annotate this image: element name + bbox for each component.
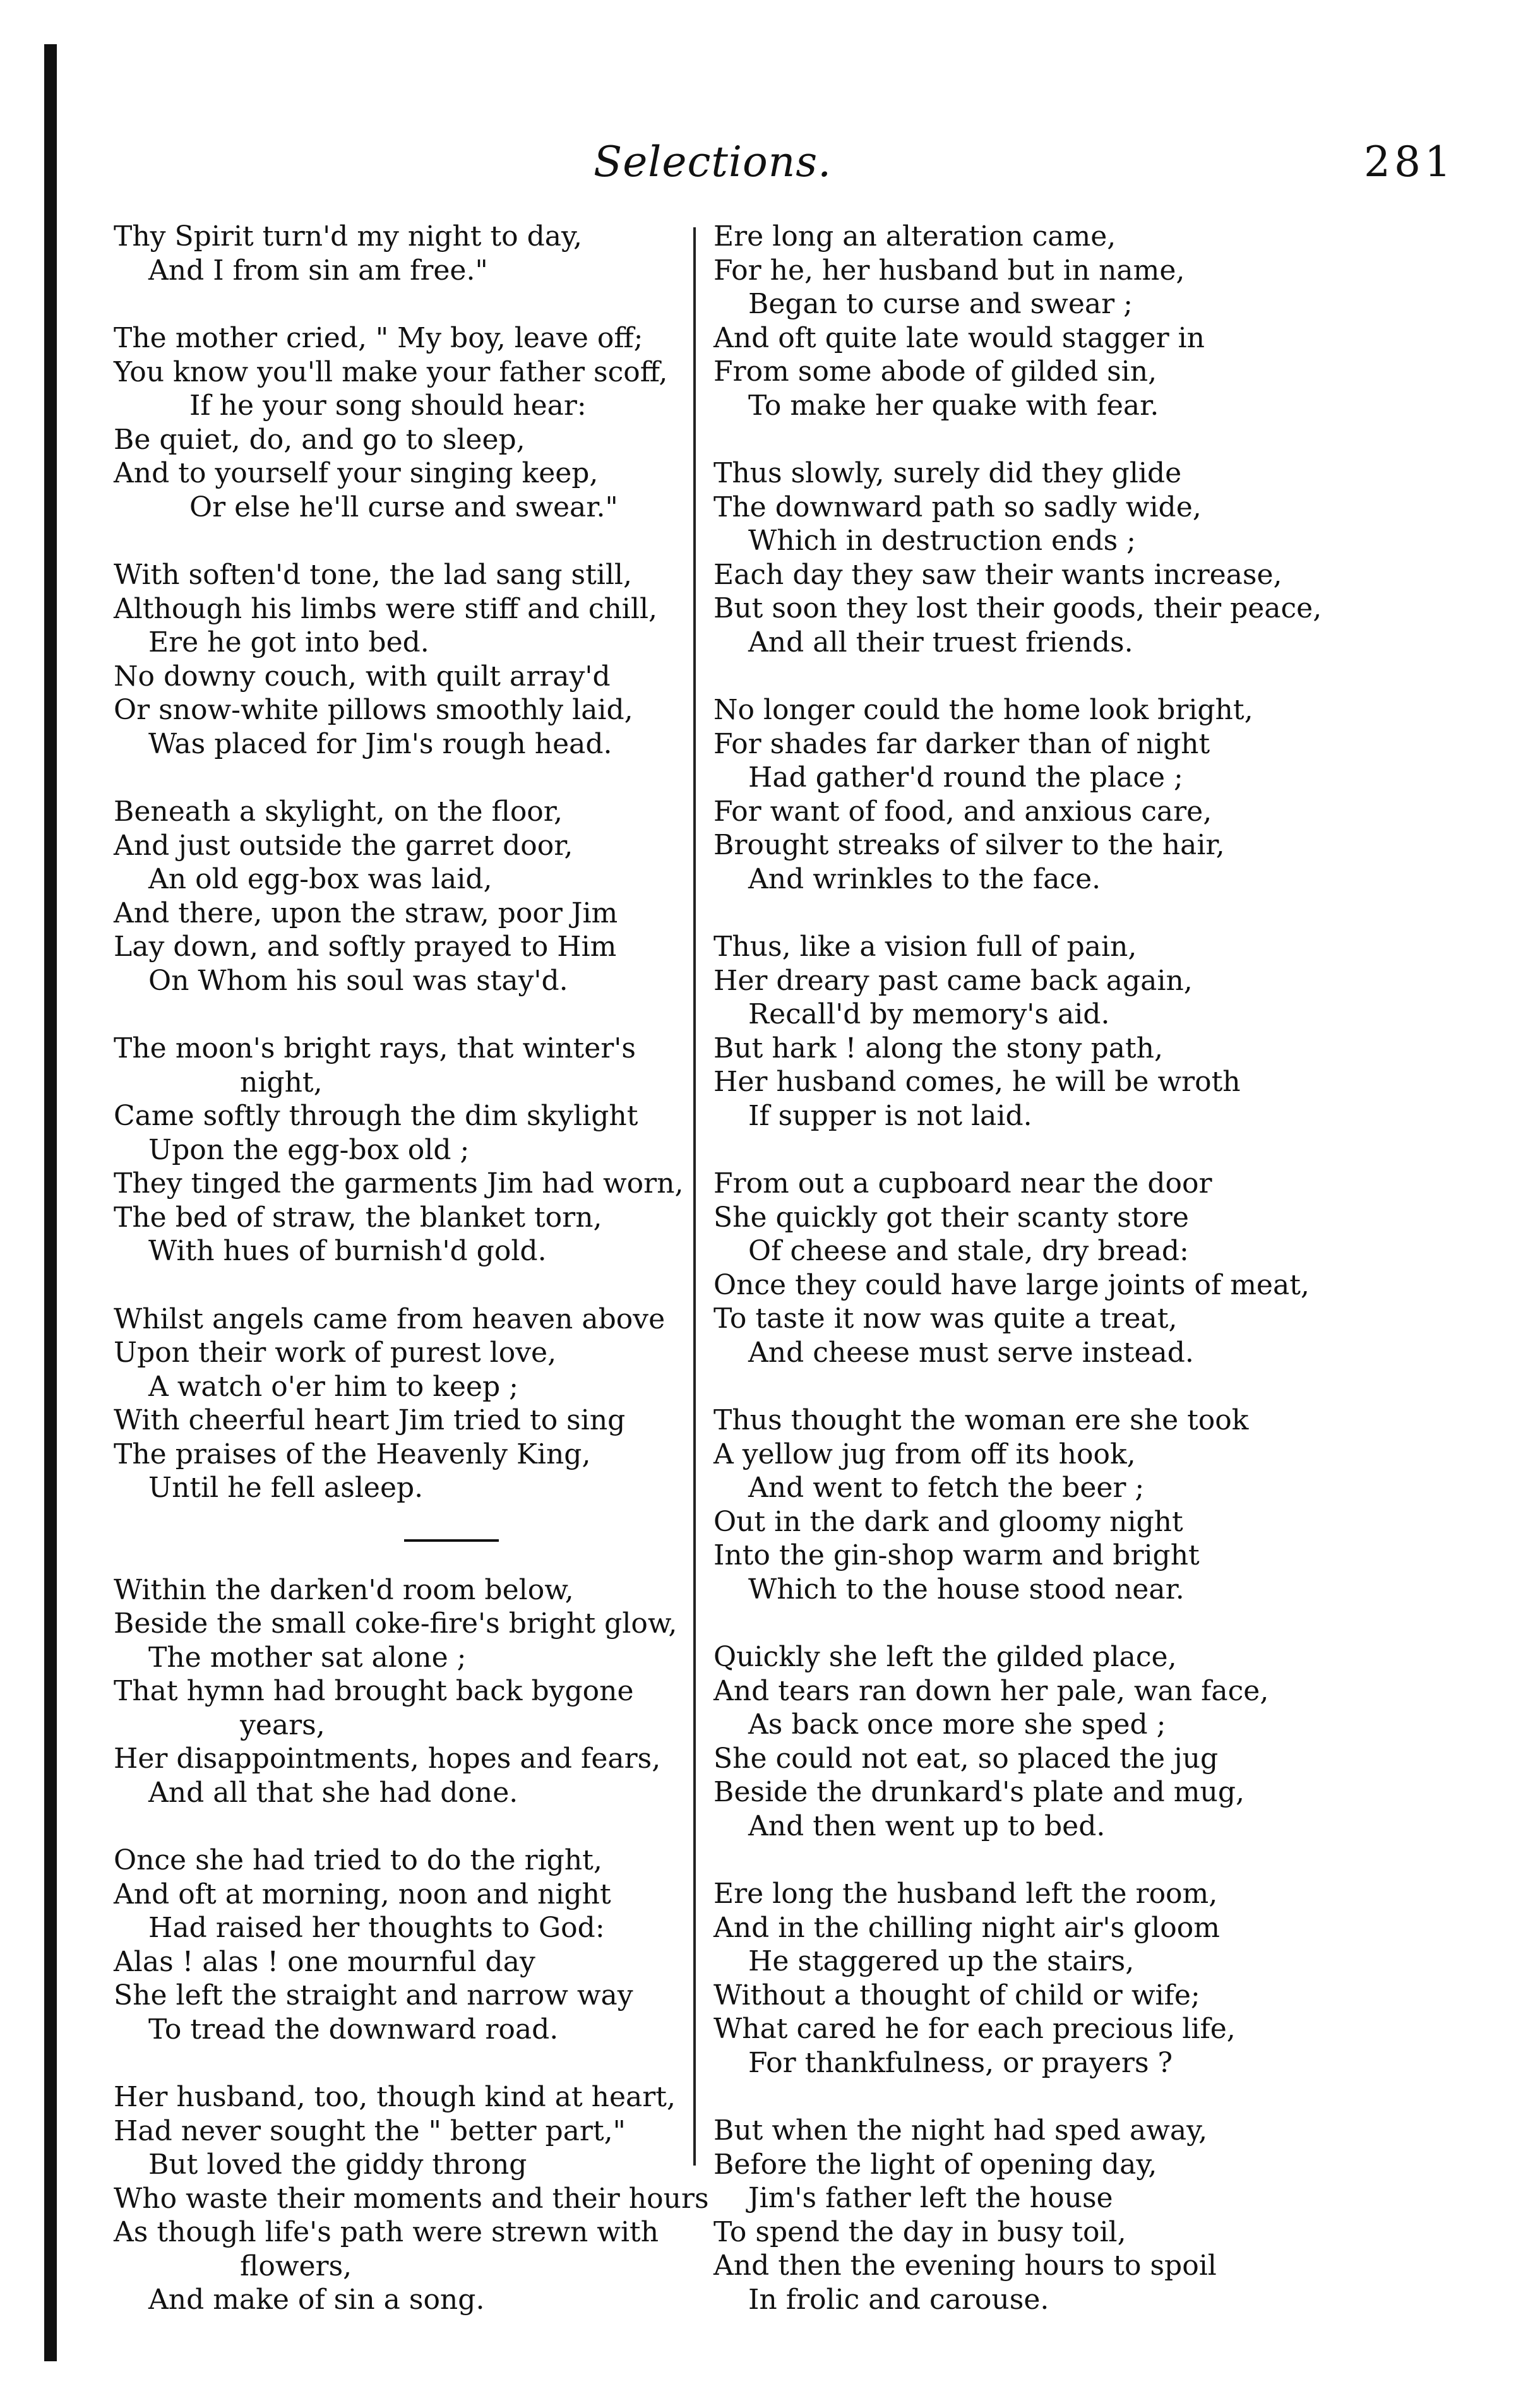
stanza xyxy=(713,1640,1294,1843)
poem-line: Who waste their moments and their hours xyxy=(114,2182,709,2215)
poem-line: That hymn had brought back bygone xyxy=(114,1675,634,1707)
poem-line: The downward path so sadly wide, xyxy=(713,491,1202,523)
poem-line: And to yourself your singing keep, xyxy=(114,457,599,489)
poem-line: For thankfulness, or prayers ? xyxy=(748,2046,1173,2079)
stanza xyxy=(114,1573,707,1810)
right-column xyxy=(713,220,1322,2351)
poem-line: For he, her husband but in name, xyxy=(713,254,1185,287)
poem-line: And all that she had done. xyxy=(148,1776,518,1809)
poem-line: Beside the small coke-fire's bright glow, xyxy=(114,1607,677,1640)
poem-line: In frolic and carouse. xyxy=(748,2283,1049,2316)
poem-line: Ere long an alteration came, xyxy=(713,220,1116,253)
poem-line: Or snow-white pillows smoothly laid, xyxy=(114,694,633,726)
stanza xyxy=(713,693,1294,896)
poem-line: Each day they saw their wants increase, xyxy=(713,558,1282,591)
poem-line: With cheerful heart Jim tried to sing xyxy=(114,1404,626,1436)
poem-line: To spend the day in busy toil, xyxy=(713,2215,1126,2248)
poem-line: Until he fell asleep. xyxy=(148,1472,424,1504)
poem-line: And cheese must serve instead. xyxy=(748,1336,1194,1369)
poem-line: Within the darken'd room below, xyxy=(114,1573,574,1606)
poem-line: And make of sin a song. xyxy=(148,2284,485,2316)
poem-line: A watch o'er him to keep ; xyxy=(148,1370,518,1403)
poem-line: He staggered up the stairs, xyxy=(748,1945,1135,1977)
stanza xyxy=(114,1302,707,1505)
poem-line: Her husband, too, though kind at heart, xyxy=(114,2081,676,2113)
poem-line: Had raised her thoughts to God: xyxy=(148,1912,605,1944)
poem-line: Which to the house stood near. xyxy=(748,1573,1185,1606)
poem-line: She could not eat, so placed the jug xyxy=(713,1742,1219,1775)
running-title: Selections. xyxy=(594,138,832,186)
poem-line: And all their truest friends. xyxy=(748,626,1133,659)
poem-line: Her dreary past came back again, xyxy=(713,964,1193,997)
poem-line: Thy Spirit turn'd my night to day, xyxy=(114,220,583,253)
poem-line: Beneath a skylight, on the floor, xyxy=(114,796,563,828)
poem-line: Of cheese and stale, dry bread: xyxy=(748,1235,1189,1267)
poem-line: If he your song should hear: xyxy=(189,390,587,422)
poem-line: And in the chilling night air's gloom xyxy=(713,1911,1220,1944)
poem-line: Jim's father left the house xyxy=(748,2182,1113,2214)
poem-line: Upon their work of purest love, xyxy=(114,1337,557,1369)
poem-line: Thus, like a vision full of pain, xyxy=(713,931,1137,963)
poem-line: And wrinkles to the face. xyxy=(748,862,1101,895)
poem-line: Be quiet, do, and go to sleep, xyxy=(114,423,525,456)
stanza xyxy=(713,1404,1294,1606)
poem-line: And then the evening hours to spoil xyxy=(713,2250,1217,2282)
poem-line: The mother cried, " My boy, leave off; xyxy=(114,322,643,354)
poem-line: Thus slowly, surely did they glide xyxy=(713,457,1182,489)
poem-line: But soon they lost their goods, their peace, xyxy=(713,592,1322,624)
poem-line: Came softly through the dim skylight xyxy=(114,1100,638,1132)
poem-line: And oft at morning, noon and night xyxy=(114,1878,611,1910)
poem-line: Before the light of opening day, xyxy=(713,2148,1157,2181)
poem-line: Had gather'd round the place ; xyxy=(748,761,1183,794)
poem-line: Her disappointments, hopes and fears, xyxy=(114,1743,661,1775)
poem-line: And then went up to bed. xyxy=(748,1809,1106,1842)
poem-line: To make her quake with fear. xyxy=(748,389,1159,422)
poem-line: A yellow jug from off its hook, xyxy=(713,1438,1136,1470)
poem-line: Alas ! alas ! one mournful day xyxy=(114,1945,535,1978)
stanza xyxy=(114,321,707,524)
poem-line: Out in the dark and gloomy night xyxy=(713,1505,1183,1538)
stanza xyxy=(114,1844,707,2046)
poem-line: And went to fetch the beer ; xyxy=(748,1472,1145,1504)
stanza xyxy=(114,558,707,761)
poem-line: Ere long the husband left the room, xyxy=(713,1878,1218,1910)
poem-line: Or else he'll curse and swear." xyxy=(189,491,618,523)
poem-line: She left the straight and narrow way xyxy=(114,1979,633,2012)
stanza xyxy=(713,220,1294,422)
poem-line: The bed of straw, the blanket torn, xyxy=(114,1201,602,1234)
left-column xyxy=(114,220,707,2351)
poem-line: No downy couch, with quilt array'd xyxy=(114,660,611,693)
poem-line: But loved the giddy throng xyxy=(148,2149,527,2181)
section-divider-rule xyxy=(404,1539,499,1542)
poem-line: Was placed for Jim's rough head. xyxy=(148,727,612,760)
stanza xyxy=(713,930,1294,1133)
poem-line: Whilst angels came from heaven above xyxy=(114,1302,666,1335)
poem-line: The mother sat alone ; xyxy=(148,1641,467,1674)
poem-line: Without a thought of child or wife; xyxy=(713,1979,1200,2012)
poem-line: flowers, xyxy=(240,2250,352,2282)
poem-line: With soften'd tone, the lad sang still, xyxy=(114,559,632,591)
poem-line: What cared he for each precious life, xyxy=(713,2013,1236,2045)
stanza xyxy=(114,220,707,287)
poem-line: Beside the drunkard's plate and mug, xyxy=(713,1776,1245,1808)
poem-line: You know you'll make your father scoff, xyxy=(114,355,668,388)
poem-line: They tinged the garments Jim had worn, xyxy=(114,1167,684,1200)
poem-line: Quickly she left the gilded place, xyxy=(713,1641,1177,1673)
poem-line: As back once more she sped ; xyxy=(748,1708,1166,1741)
poem-line: For shades far darker than of night xyxy=(713,727,1210,760)
poem-line: Once they could have large joints of meat, xyxy=(713,1268,1310,1301)
poem-line: For want of food, and anxious care, xyxy=(713,795,1212,828)
stanza xyxy=(114,1032,707,1268)
poem-line: Brought streaks of silver to the hair, xyxy=(713,829,1225,861)
poem-line: years, xyxy=(240,1708,325,1741)
poem-line: Recall'd by memory's aid. xyxy=(748,998,1110,1030)
page-number: 281 xyxy=(1364,138,1455,186)
poem-line: From out a cupboard near the door xyxy=(713,1167,1212,1200)
poem-line: And there, upon the straw, poor Jim xyxy=(114,897,618,929)
poem-line: But hark ! along the stony path, xyxy=(713,1032,1163,1064)
poem-line: She quickly got their scanty store xyxy=(713,1201,1189,1234)
poem-line: No longer could the home look bright, xyxy=(713,694,1253,726)
stanza xyxy=(114,2080,707,2317)
poem-line: Ere he got into bed. xyxy=(148,626,429,659)
poem-line: Had never sought the " better part," xyxy=(114,2114,626,2147)
stanza xyxy=(713,2114,1294,2316)
stanza xyxy=(713,1877,1294,2080)
poem-line: If supper is not laid. xyxy=(748,1099,1032,1132)
poem-line: From some abode of gilded sin, xyxy=(713,355,1157,388)
poem-line: And oft quite late would stagger in xyxy=(713,321,1205,354)
poem-line: But when the night had sped away, xyxy=(713,2114,1208,2147)
stanza xyxy=(713,1167,1310,1369)
stanza xyxy=(713,456,1322,659)
poem-line: Although his limbs were stiff and chill, xyxy=(114,592,658,625)
poem-line: The praises of the Heavenly King, xyxy=(114,1438,591,1470)
poem-line: To taste it now was quite a treat, xyxy=(713,1302,1178,1335)
poem-line: And I from sin am free." xyxy=(148,254,488,287)
poem-line: Which in destruction ends ; xyxy=(748,525,1136,557)
poem-line: night, xyxy=(240,1066,323,1099)
poem-line: Once she had tried to do the right, xyxy=(114,1844,602,1876)
poem-line: Thus thought the woman ere she took xyxy=(713,1404,1249,1436)
poem-line: An old egg-box was laid, xyxy=(148,863,492,895)
stanza xyxy=(114,795,707,998)
poem-line: And just outside the garret door, xyxy=(114,829,573,862)
poem-line: Lay down, and softly prayed to Him xyxy=(114,931,617,963)
poem-line: To tread the downward road. xyxy=(148,2013,559,2046)
poem-line: Her husband comes, he will be wroth xyxy=(713,1066,1241,1098)
poem-line: On Whom his soul was stay'd. xyxy=(148,964,568,997)
poem-line: Began to curse and swear ; xyxy=(748,288,1133,320)
poem-line: As though life's path were strewn with xyxy=(114,2216,659,2248)
page-gutter-shadow xyxy=(44,44,57,2361)
poem-line: Upon the egg-box old ; xyxy=(148,1133,470,1166)
poem-line: And tears ran down her pale, wan face, xyxy=(713,1674,1269,1707)
poem-line: The moon's bright rays, that winter's xyxy=(114,1032,636,1064)
poem-line: With hues of burnish'd gold. xyxy=(148,1235,547,1267)
poem-line: Into the gin-shop warm and bright xyxy=(713,1539,1200,1571)
